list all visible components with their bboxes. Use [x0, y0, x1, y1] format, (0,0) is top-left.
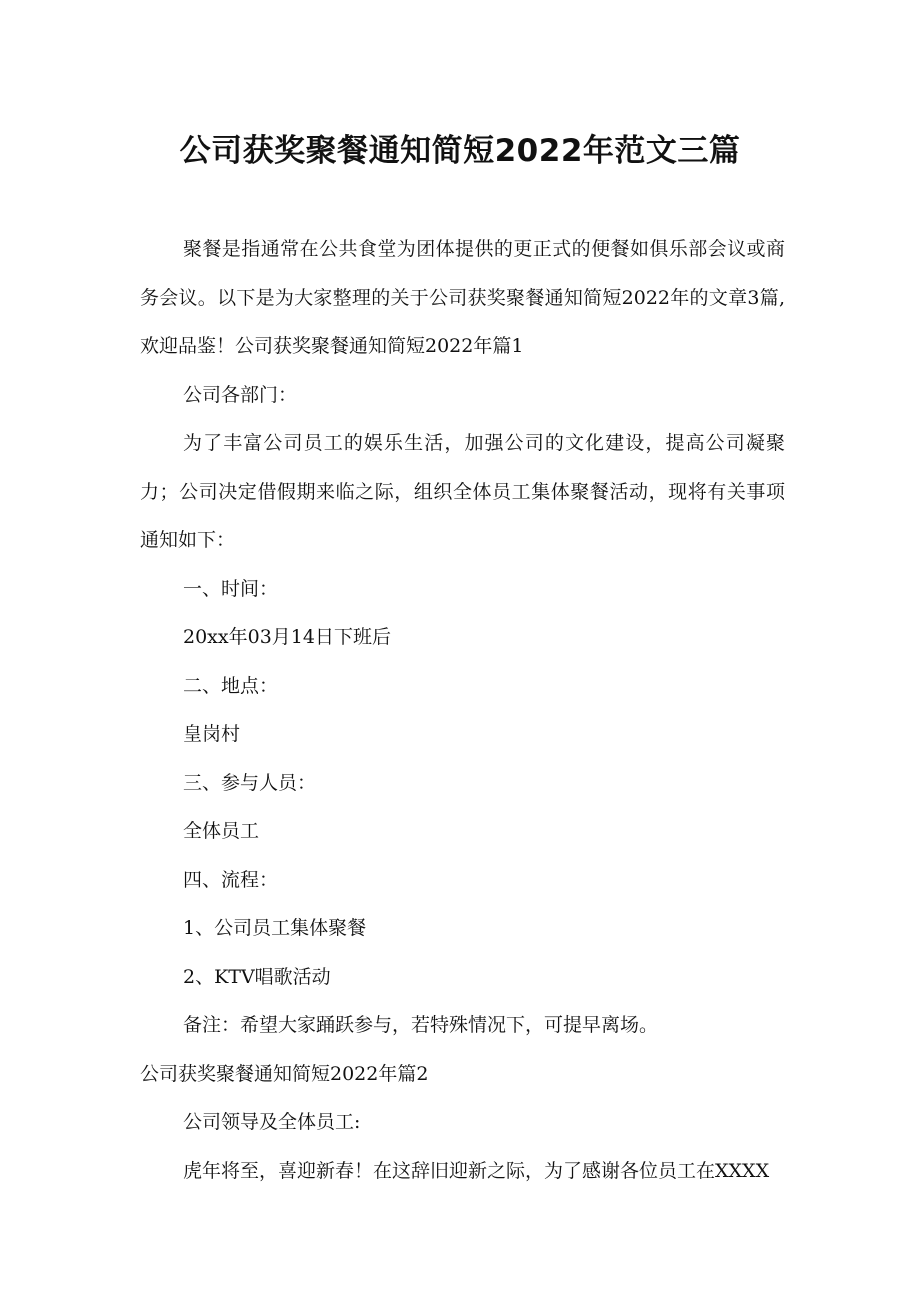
article1-salutation: 公司各部门：	[183, 383, 298, 406]
participants-heading: 三、参与人员：	[183, 771, 317, 794]
place-heading: 二、地点：	[183, 674, 279, 697]
participants-value: 全体员工	[183, 820, 260, 842]
document-title: 公司获奖聚餐通知简短2022年范文三篇	[179, 132, 741, 169]
article2-body-paragraph: 虎年将至，喜迎新春！在这辞旧迎新之际，为了感谢各位员工在XXXX	[183, 1159, 770, 1182]
process-step-2: 2、KTV唱歌活动	[183, 965, 331, 988]
article2-heading: 公司获奖聚餐通知简短2022年篇2	[140, 1062, 429, 1085]
time-value: 20xx年03月14日下班后	[183, 626, 391, 648]
time-heading: 一、时间：	[183, 577, 279, 600]
place-value: 皇岗村	[183, 723, 241, 745]
document-body	[140, 225, 785, 1195]
article2-salutation: 公司领导及全体员工:	[183, 1111, 361, 1133]
intro-paragraph: 聚餐是指通常在公共食堂为团体提供的更正式的便餐如俱乐部会议或商务会议。以下是为大家整理的关于公司获奖聚餐通知简短2022年的文章3篇,欢迎品鉴！公司获奖聚餐通知简短2022年篇1	[140, 238, 785, 357]
process-heading: 四、流程：	[183, 868, 279, 891]
article1-body-paragraph: 为了丰富公司员工的娱乐生活，加强公司的文化建设，提高公司凝聚力；公司决定借假期来临之际，组织全体员工集体聚餐活动，现将有关事项通知如下：	[140, 432, 785, 551]
process-step-1: 1、公司员工集体聚餐	[183, 917, 367, 939]
note-paragraph: 备注：希望大家踊跃参与，若特殊情况下，可提早离场。	[183, 1014, 659, 1036]
